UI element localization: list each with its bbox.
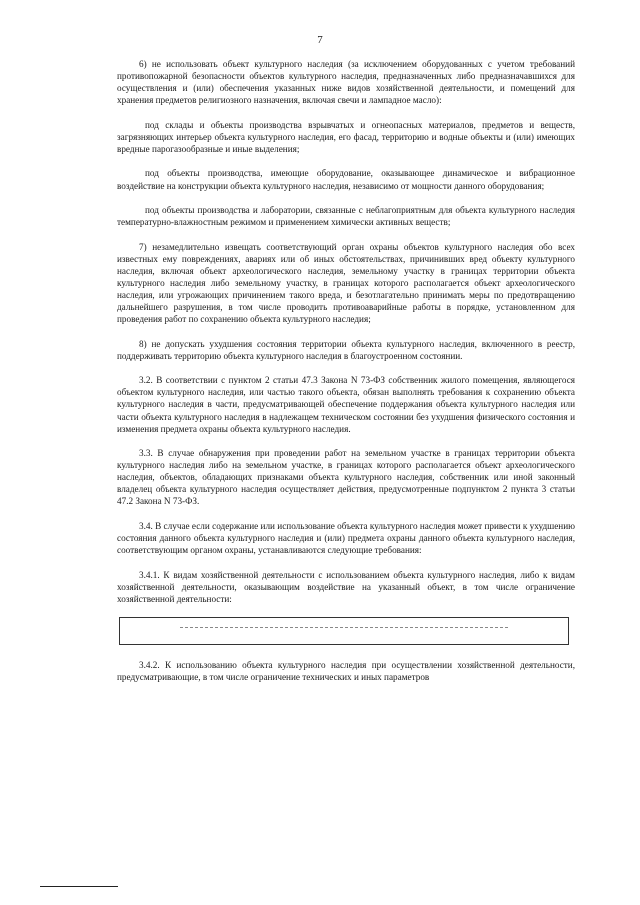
document-body — [117, 58, 575, 696]
paragraph-item-8: 8) не допускать ухудшения состояния территории объекта культурного наследия, включенного в реестр, поддерживать территорию объекта культурного наследия в благоустроенном состоянии. — [117, 338, 575, 361]
paragraph-3-4-1: 3.4.1. К видам хозяйственной деятельности с использованием объекта культурного наследия, либо к видам хозяйственной деятельности, оказывающим воздействие на указанный объект, в том числе ограничение хозяйственной деятельности: — [117, 569, 575, 604]
paragraph-laboratories: под объекты производства и лаборатории, связанные с неблагоприятным для объекта культурного наследия температурно-влажностным режимом и применением химически активных веществ; — [117, 205, 575, 228]
footnote-separator — [40, 886, 118, 887]
paragraph-item-7: 7) незамедлительно извещать соответствующий орган охраны объектов культурного наследия обо всех известных ему повреждениях, авариях или об иных обстоятельствах, причинивших вред объекту культурного наследия, включая объект археологического наследия, земельному участку в границах территории объекта культурного наследия либо земельному участку, в границах которого располагается объект археологического наследия, или угрожающих причинением такого вреда, и безотлагательно принимать меры по предотвращению дальнейшего разрушения, в том числе проводить противоаварийные работы в порядке, установленном для проведения работ по сохранению объекта культурного наследия; — [117, 241, 575, 325]
paragraph-item-6: 6) не использовать объект культурного наследия (за исключением оборудованных с учетом требований противопожарной безопасности объектов культурного наследия, предназначенных либо предназначавшихся для осуществления и (или) обеспечения указанных ниже видов хозяйственной деятельности, и помещений для хранения предметов религиозного назначения, включая свечи и лампадное масло): — [117, 59, 575, 106]
paragraph-3-3: 3.3. В случае обнаружения при проведении работ на земельном участке в границах территории объекта культурного наследия либо на земельном участке, в границах которого располагается объект археологического наследия, объектов, обладающих признаками объекта культурного наследия, собственник или иной законный владелец объекта культурного наследия осуществляет действия, предусмотренные подпунктом 2 пункта 3 статьи 47.2 Закона N 73-ФЗ. — [117, 448, 575, 507]
paragraph-vibration: под объекты производства, имеющие оборудование, оказывающее динамическое и вибрационное воздействие на конструкции объекта культурного наследия, независимо от мощности данного оборудования; — [117, 168, 575, 191]
dashed-line — [180, 627, 508, 628]
paragraph-3-2: 3.2. В соответствии с пунктом 2 статьи 47.3 Закона N 73-ФЗ собственник жилого помещения, являющегося объектом культурного наследия, или частью такого объекта, обязан выполнять требования к сохранению объекта культурного наследия в части, предусматривающей обеспечение поддержания объекта культурного наследия или части объекта культурного наследия в надлежащем техническом состоянии без ухудшения физического состояния и изменения предмета охраны объекта культурного наследия. — [117, 375, 575, 434]
paragraph-3-4-2: 3.4.2. К использованию объекта культурного наследия при осуществлении хозяйственной деятельности, предусматривающие, в том числе ограничение технических и иных параметров — [117, 660, 575, 683]
paragraph-3-4: 3.4. В случае если содержание или использование объекта культурного наследия может привести к ухудшению состояния данного объекта культурного наследия и (или) предмета охраны данного объекта культурного наследия, соответствующим органом охраны, устанавливаются следующие требования: — [117, 520, 575, 556]
paragraph-warehouses: под склады и объекты производства взрывчатых и огнеопасных материалов, предметов и веществ, загрязняющих интерьер объекта культурного наследия, его фасад, территорию и водные объекты и (или) имеющих вредные парогазообразные и иные выделения; — [117, 119, 575, 154]
fill-in-box — [119, 617, 569, 645]
page-number: 7 — [317, 34, 323, 46]
